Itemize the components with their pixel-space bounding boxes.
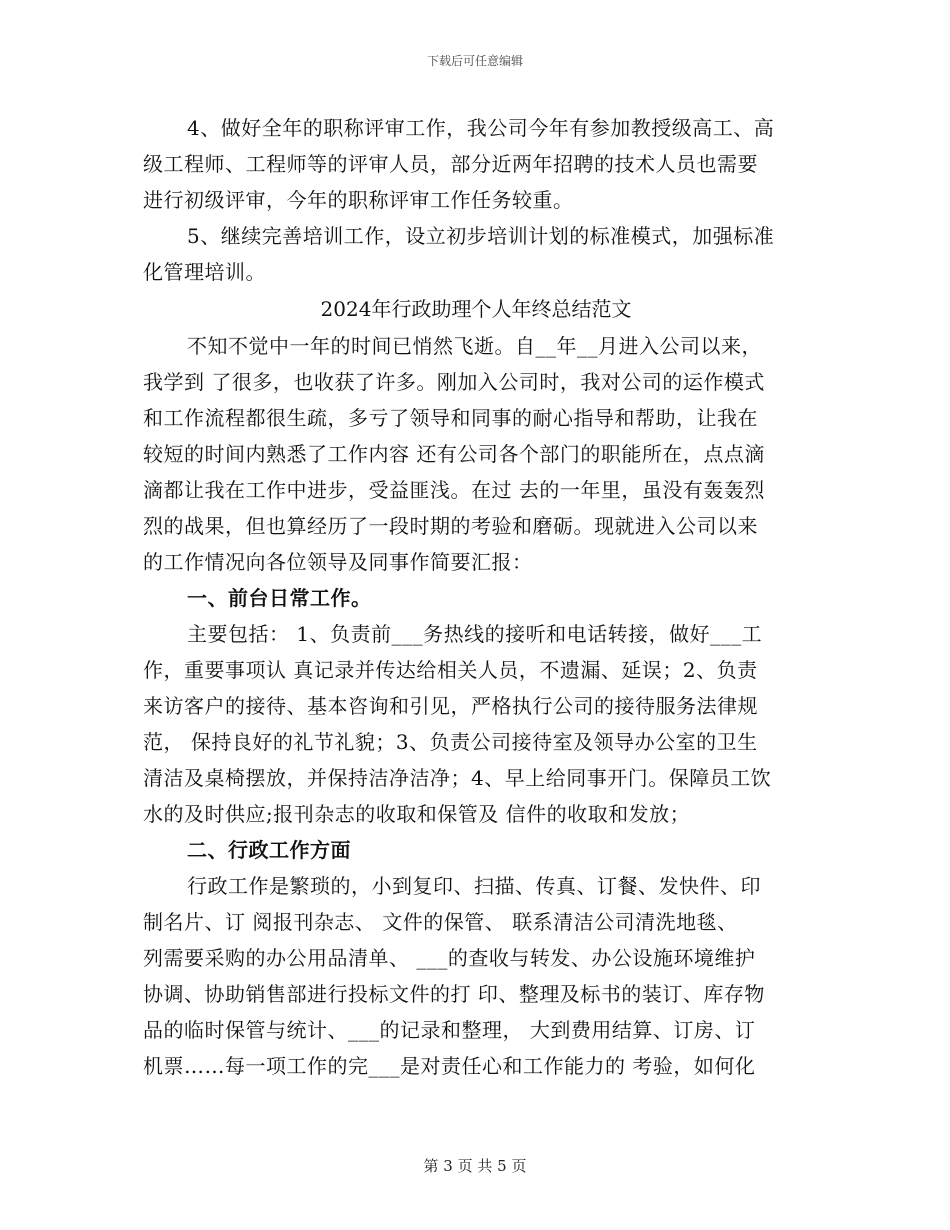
page-number-footer: 第 3 页 共 5 页 [423, 1157, 527, 1175]
paragraph-line: 范， 保持良好的礼节礼貌；3、负责公司接待室及领导办公室的卫生 [143, 730, 758, 754]
section-heading: 一、前台日常工作。 [187, 586, 372, 610]
paragraph-first-line: 主要包括： 1、负责前___务热线的接听和电话转接，做好___工 [187, 622, 763, 646]
page-header: 下载后可任意编辑 [426, 54, 523, 68]
paragraph-first-line: 5、继续完善培训工作，设立初步培训计划的标准模式，加强标准 [187, 224, 775, 248]
paragraph-line: 协调、协助销售部进行投标文件的打 印、整理及标书的装订、库存物 [143, 982, 765, 1006]
paragraph-line: 化管理培训。 [143, 260, 266, 284]
paragraph-line: 烈的战果，但也算经历了一段时期的考验和磨砺。现就进入公司以来 [143, 514, 758, 538]
paragraph-first-line: 行政工作是繁琐的，小到复印、扫描、传真、订餐、发快件、印 [187, 874, 761, 898]
paragraph-line: 我学到 了很多，也收获了许多。刚加入公司时，我对公司的运作模式 [143, 370, 765, 394]
paragraph-line: 进行初级评审，今年的职称评审工作任务较重。 [143, 188, 574, 212]
paragraph-line: 滴都让我在工作中进步，受益匪浅。在过 去的一年里，虽没有轰轰烈 [143, 478, 765, 502]
paragraph-line: 级工程师、工程师等的评审人员，部分近两年招聘的技术人员也需要 [143, 152, 758, 176]
paragraph-first-line: 4、做好全年的职称评审工作，我公司今年有参加教授级高工、高 [187, 116, 775, 140]
paragraph-line: 列需要采购的办公用品清单、 ___的查收与转发、办公设施环境维护 [143, 946, 756, 970]
paragraph-line: 水的及时供应;报刊杂志的收取和保管及 信件的收取和发放； [143, 802, 691, 826]
section-heading: 二、行政工作方面 [187, 838, 351, 862]
paragraph-line: 较短的时间内熟悉了工作内容 还有公司各个部门的职能所在，点点滴 [143, 442, 765, 466]
paragraph-line: 品的临时保管与统计、___的记录和整理， 大到费用结算、订房、订 [143, 1018, 756, 1042]
paragraph-line: 机票……每一项工作的完___是对责任心和工作能力的 考验，如何化 [143, 1054, 756, 1078]
paragraph-first-line: 不知不觉中一年的时间已悄然飞逝。自__年__月进入公司以来， [187, 334, 762, 358]
document-title: 2024年行政助理个人年终总结范文 [320, 297, 632, 321]
paragraph-line: 清洁及桌椅摆放，并保持洁净洁净；4、早上给同事开门。保障员工饮 [143, 766, 772, 790]
paragraph-line: 的工作情况向各位领导及同事作简要汇报： [143, 550, 533, 574]
paragraph-line: 和工作流程都很生疏，多亏了领导和同事的耐心指导和帮助，让我在 [143, 406, 758, 430]
document-body [143, 110, 799, 1084]
paragraph-line: 来访客户的接待、基本咨询和引见，严格执行公司的接待服务法律规 [143, 694, 758, 718]
paragraph-line: 制名片、订 阅报刊杂志、 文件的保管、 联系清洁公司清洗地毯、 [143, 910, 738, 934]
paragraph-line: 作，重要事项认 真记录并传达给相关人员，不遗漏、延误；2、负责 [143, 658, 758, 682]
